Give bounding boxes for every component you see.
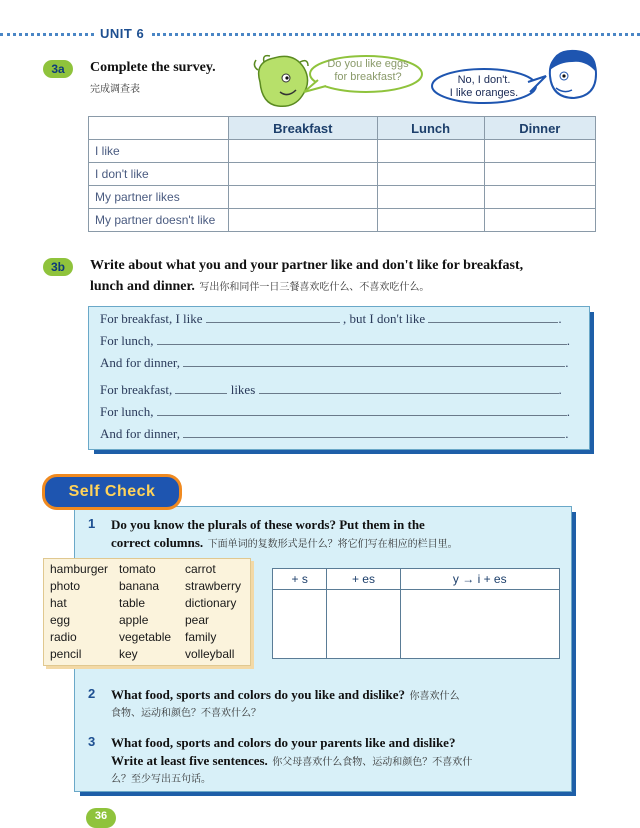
word: pear: [185, 613, 210, 627]
line-6-start: And for dinner,: [100, 426, 180, 441]
survey-header-row: [89, 117, 596, 140]
survey-cell[interactable]: [484, 163, 595, 186]
word: strawberry: [185, 579, 242, 593]
line-3-start: And for dinner,: [100, 355, 180, 370]
q2-cn-a: 你喜欢什么: [409, 691, 460, 702]
survey-header-empty: [89, 117, 229, 140]
survey-cell[interactable]: [484, 140, 595, 163]
bubble-left-line1: Do you like eggs: [327, 58, 409, 70]
word: vegetable: [119, 630, 172, 644]
header-dots-left: [0, 33, 94, 36]
word: carrot: [185, 562, 216, 576]
task-3b-title-line2-wrap: [90, 277, 429, 295]
word: table: [119, 596, 146, 610]
plural-cell[interactable]: [327, 590, 400, 659]
word: radio: [50, 630, 77, 644]
word: photo: [50, 579, 81, 593]
q1-line2-wrap: [111, 534, 458, 552]
word: pencil: [50, 647, 82, 661]
bubble-right-line2: I like oranges.: [449, 87, 519, 99]
survey-cell[interactable]: [229, 209, 378, 232]
bubble-left-text: [318, 58, 418, 84]
survey-cell[interactable]: [377, 209, 484, 232]
q3-line2-wrap: [111, 752, 472, 770]
q1-text-line1: Do you know the plurals of these words? Put them in the: [111, 517, 425, 532]
q3-cn-a: 你父母喜欢什么食物、运动和颜色？不喜欢什: [272, 757, 473, 768]
boy-cartoon-icon: [542, 46, 602, 110]
plural-cell[interactable]: [400, 590, 559, 659]
task-3a-subtitle: 完成调查表: [90, 84, 140, 95]
line-1-start: For breakfast, I like: [100, 311, 203, 326]
word: hamburger: [50, 562, 109, 576]
word: egg: [50, 613, 71, 627]
word: family: [185, 630, 217, 644]
task-3a-title: Complete the survey.: [90, 60, 216, 75]
word: banana: [119, 579, 160, 593]
line-4: For breakfast, likes .: [100, 382, 562, 397]
q3-number: 3: [88, 734, 96, 749]
survey-row: [89, 163, 596, 186]
line-4-start: For breakfast,: [100, 382, 173, 397]
blank[interactable]: [259, 381, 559, 394]
page-number: 36: [86, 808, 116, 828]
survey-table: [88, 116, 596, 232]
survey-row-label: I don't like: [89, 163, 229, 186]
survey-header-lunch: Lunch: [377, 117, 484, 140]
plural-table: [272, 568, 560, 659]
task-3b-badge: 3b: [43, 258, 73, 276]
blank[interactable]: [183, 425, 565, 438]
line-6: And for dinner, .: [100, 426, 569, 441]
bubble-right-line1: No, I don't.: [457, 74, 511, 86]
q2-text: What food, sports and colors do you like and dislike?: [111, 687, 406, 702]
q3-text-line1: What food, sports and colors do your parents like and dislike?: [111, 735, 456, 750]
survey-row-label: I like: [89, 140, 229, 163]
survey-cell[interactable]: [377, 140, 484, 163]
header-dots-right: [152, 33, 640, 36]
q1-number: 1: [88, 516, 96, 531]
task-3b-title-line1: Write about what you and your partner like and don't like for breakfast,: [90, 258, 524, 273]
survey-cell[interactable]: [377, 163, 484, 186]
blank[interactable]: [175, 381, 227, 394]
word: volleyball: [185, 647, 235, 661]
plural-answer-row: [273, 590, 560, 659]
task-3a-badge: 3a: [43, 60, 73, 78]
line-1: For breakfast, I like , but I don't like .: [100, 311, 562, 326]
q1-text-line2: correct columns.: [111, 535, 204, 550]
word: hat: [50, 596, 67, 610]
bubble-right-text: [436, 74, 532, 100]
plural-header-row: [273, 569, 560, 590]
q3-cn-b: 么？至少写出五句话。: [111, 774, 211, 785]
q2-number: 2: [88, 686, 96, 701]
line-5-start: For lunch,: [100, 404, 154, 419]
line-5: For lunch, .: [100, 404, 570, 419]
unit-label: UNIT 6: [100, 26, 145, 41]
survey-cell[interactable]: [377, 186, 484, 209]
blank[interactable]: [428, 310, 558, 323]
word: dictionary: [185, 596, 237, 610]
line-1-mid: , but I don't like: [343, 311, 426, 326]
survey-header-dinner: Dinner: [484, 117, 595, 140]
blank[interactable]: [183, 354, 565, 367]
survey-cell[interactable]: [229, 163, 378, 186]
task-3b-subtitle: 写出你和同伴一日三餐喜欢吃什么、不喜欢吃什么。: [199, 282, 430, 293]
survey-row: [89, 140, 596, 163]
survey-cell[interactable]: [484, 209, 595, 232]
line-3: And for dinner, .: [100, 355, 569, 370]
plural-header-s: + s: [273, 569, 327, 590]
survey-header-breakfast: Breakfast: [229, 117, 378, 140]
survey-row-label: My partner likes: [89, 186, 229, 209]
survey-cell[interactable]: [229, 186, 378, 209]
q3-text-line2: Write at least five sentences.: [111, 753, 268, 768]
blank[interactable]: [157, 403, 567, 416]
plural-header-es: + es: [327, 569, 400, 590]
word: key: [119, 647, 138, 661]
survey-cell[interactable]: [484, 186, 595, 209]
survey-row: [89, 186, 596, 209]
line-2: For lunch, .: [100, 333, 570, 348]
line-4-mid: likes: [230, 382, 256, 397]
survey-row: [89, 209, 596, 232]
q2-cn-b: 食物、运动和颜色？不喜欢什么？: [111, 708, 261, 719]
bubble-left-line2: for breakfast?: [334, 71, 402, 83]
plural-header-y-ies: y → i + es: [400, 569, 559, 590]
survey-cell[interactable]: [229, 140, 378, 163]
plural-cell[interactable]: [273, 590, 327, 659]
q2-line1-wrap: [111, 686, 459, 704]
task-3b-title-line2: lunch and dinner.: [90, 279, 195, 294]
survey-row-label: My partner doesn't like: [89, 209, 229, 232]
line-2-start: For lunch,: [100, 333, 154, 348]
blank[interactable]: [206, 310, 340, 323]
blank[interactable]: [157, 332, 567, 345]
self-check-title: Self Check: [42, 474, 182, 510]
q1-cn: 下面单词的复数形式是什么？将它们写在相应的栏目里。: [207, 539, 458, 550]
word: tomato: [119, 562, 156, 576]
word: apple: [119, 613, 149, 627]
